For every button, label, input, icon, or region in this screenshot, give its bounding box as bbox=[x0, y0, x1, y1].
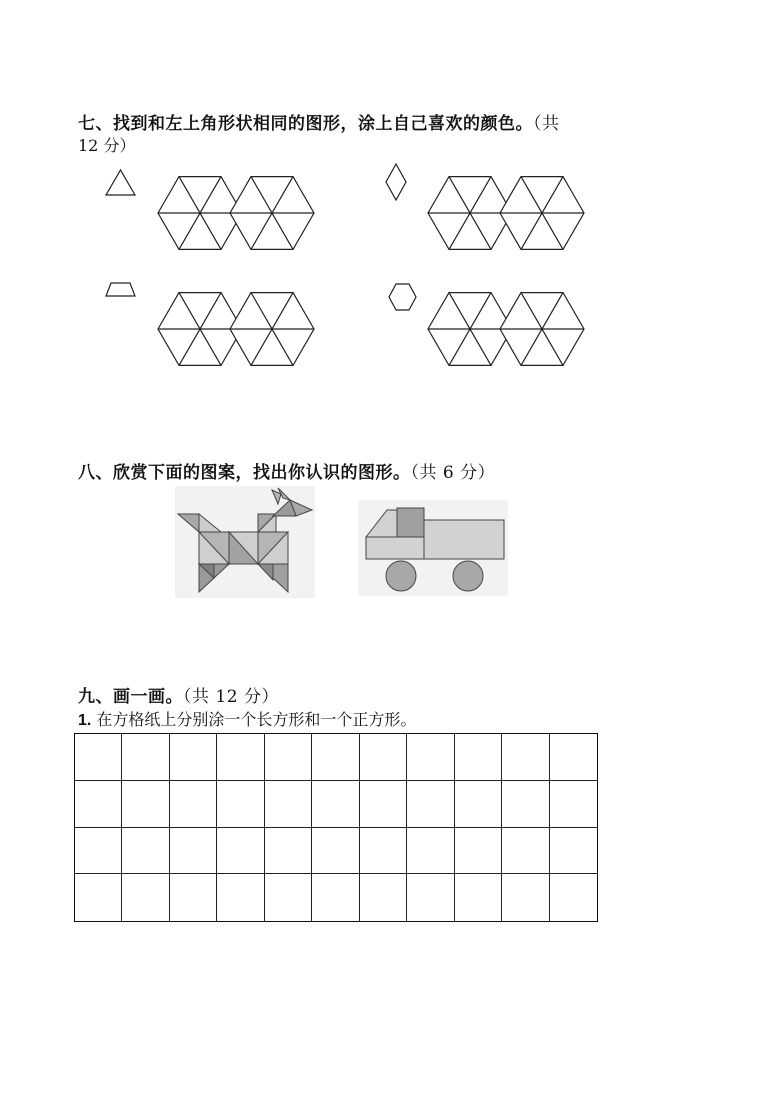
grid-cell[interactable] bbox=[360, 828, 407, 875]
grid-cell[interactable] bbox=[502, 734, 549, 781]
grid-cell[interactable] bbox=[360, 734, 407, 781]
grid-cell[interactable] bbox=[265, 734, 312, 781]
grid-cell[interactable] bbox=[455, 874, 502, 921]
item-1-number: 1. bbox=[78, 712, 92, 729]
grid-cell[interactable] bbox=[265, 781, 312, 828]
goat-tangram-figure bbox=[175, 486, 315, 598]
grid-cell[interactable] bbox=[502, 828, 549, 875]
grid-cell[interactable] bbox=[122, 734, 169, 781]
grid-cell[interactable] bbox=[217, 734, 264, 781]
section-8-title: 八、欣赏下面的图案，找出你认识的图形。 bbox=[78, 463, 411, 483]
grid-cell[interactable] bbox=[122, 874, 169, 921]
grid-cell[interactable] bbox=[217, 874, 264, 921]
hexagon-icon bbox=[389, 284, 416, 310]
grid-cell[interactable] bbox=[312, 734, 359, 781]
section-7-figures bbox=[0, 0, 780, 400]
grid-cell[interactable] bbox=[75, 874, 122, 921]
section-7-score: （共 bbox=[533, 114, 560, 134]
grid-paper[interactable] bbox=[74, 733, 598, 922]
grid-cell[interactable] bbox=[217, 781, 264, 828]
section-7-score-continued: 12 分） bbox=[78, 136, 136, 155]
grid-cell[interactable] bbox=[265, 828, 312, 875]
grid-cell[interactable] bbox=[407, 734, 454, 781]
grid-cell[interactable] bbox=[170, 781, 217, 828]
grid-cell[interactable] bbox=[502, 874, 549, 921]
grid-cell[interactable] bbox=[455, 734, 502, 781]
grid-cell[interactable] bbox=[265, 874, 312, 921]
grid-cell[interactable] bbox=[170, 828, 217, 875]
section-9-item-1 bbox=[78, 707, 416, 730]
rhombus-icon bbox=[386, 164, 406, 200]
grid-cell[interactable] bbox=[122, 828, 169, 875]
triangle-icon bbox=[106, 170, 135, 195]
grid-cell[interactable] bbox=[550, 828, 597, 875]
grid-cell[interactable] bbox=[360, 874, 407, 921]
grid-cell[interactable] bbox=[550, 734, 597, 781]
grid-cell[interactable] bbox=[407, 781, 454, 828]
grid-cell[interactable] bbox=[312, 781, 359, 828]
grid-cell[interactable] bbox=[407, 874, 454, 921]
grid-cell[interactable] bbox=[312, 828, 359, 875]
grid-cell[interactable] bbox=[360, 781, 407, 828]
section-8-score: （共 6 分） bbox=[410, 463, 496, 483]
section-8-figures bbox=[0, 480, 780, 680]
section-9-heading bbox=[78, 682, 279, 707]
grid-cell[interactable] bbox=[455, 828, 502, 875]
grid-cell[interactable] bbox=[312, 874, 359, 921]
grid-cell[interactable] bbox=[75, 781, 122, 828]
grid-cell[interactable] bbox=[455, 781, 502, 828]
item-1-text: 在方格纸上分别涂一个长方形和一个正方形。 bbox=[91, 710, 417, 729]
section-7-title: 七、找到和左上角形状相同的图形，涂上自己喜欢的颜色。 bbox=[78, 114, 533, 134]
section-9-score: （共 12 分） bbox=[183, 687, 279, 707]
grid-cell[interactable] bbox=[550, 874, 597, 921]
section-9-title: 九、画一画。 bbox=[78, 687, 183, 707]
grid-cell[interactable] bbox=[217, 828, 264, 875]
grid-cell[interactable] bbox=[407, 828, 454, 875]
grid-cell[interactable] bbox=[502, 781, 549, 828]
truck-figure bbox=[358, 500, 508, 596]
trapezoid-icon bbox=[106, 283, 135, 296]
grid-cell[interactable] bbox=[75, 828, 122, 875]
grid-cell[interactable] bbox=[550, 781, 597, 828]
grid-cell[interactable] bbox=[122, 781, 169, 828]
grid-cell[interactable] bbox=[75, 734, 122, 781]
grid-cell[interactable] bbox=[170, 734, 217, 781]
grid-cell[interactable] bbox=[170, 874, 217, 921]
